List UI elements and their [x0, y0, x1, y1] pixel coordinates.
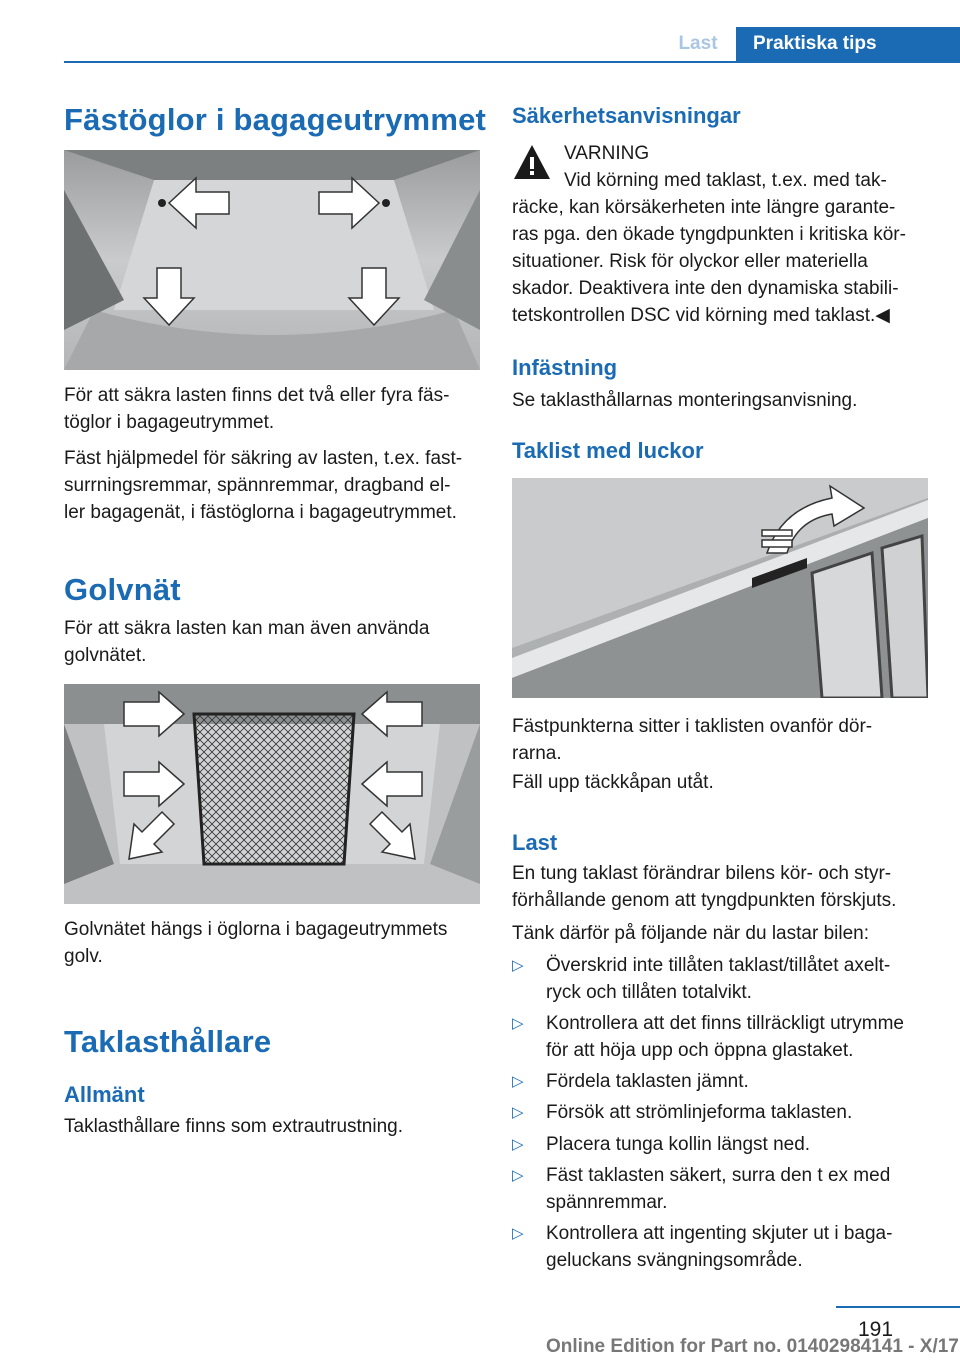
paragraph-golvnat: För att säkra lasten kan man även använda golvnätet. [64, 618, 430, 666]
section-title-golvnat: Golvnät [64, 572, 181, 607]
edition-watermark: Online Edition for Part no. 01402984141 - X/17 [546, 1336, 959, 1357]
section-title-fastoglor: Fästöglor i bagageutrymmet [64, 102, 487, 137]
paragraph-taklist-1: Fästpunkterna sitter i taklisten ovanför dör‐ rarna. [512, 716, 873, 764]
subsection-title-last: Last [512, 830, 558, 855]
tab-last[interactable]: Last [678, 33, 718, 54]
subsection-title-taklist: Taklist med luckor [512, 438, 704, 463]
roof-rail-image [512, 478, 928, 698]
paragraph-infastning: Se taklasthållarnas monteringsanvisning. [512, 390, 858, 411]
floor-net-image [64, 684, 480, 904]
bullet-triangle-icon: ▷ [512, 1073, 524, 1090]
warning-label: VARNING [564, 143, 650, 164]
paragraph-golvnat-2: Golvnätet hängs i öglorna i bagageutrymmets golv. [64, 919, 448, 967]
bullet-triangle-icon: ▷ [512, 1136, 524, 1153]
paragraph-last: En tung taklast förändrar bilens kör- och styr‐ förhållande genom att tyngdpunkten förskjuts. [512, 863, 897, 911]
subsection-title-infastning: Infästning [512, 355, 618, 380]
header-rule [64, 61, 960, 63]
trunk-eyelets-image [64, 150, 480, 370]
subsection-title-sakerhetsanvisningar: Säkerhetsanvisningar [512, 103, 741, 128]
paragraph-fastoglor-2: Fäst hjälpmedel för säkring av lasten, t.ex. fast‐ surrningsremmar, spännremmar, dragband el‐ ler bagagenät, i fästöglorna i bagageutrymmet. [64, 448, 463, 523]
tab-praktiska-tips[interactable]: Praktiska tips [736, 27, 960, 61]
bullet-triangle-icon: ▷ [512, 1104, 524, 1121]
warning-text: Vid körning med taklast, t.ex. med tak‐ räcke, kan körsäkerheten inte längre garante‐ ras pga. den ökade tyngdpunkten i kritiska kör‐ situationer. Risk för olyckor eller materiella skador. Deaktivera inte den dynamiska stabili‐ tetskontrollen DSC vid körning med taklast.◀ [512, 170, 906, 326]
bullet-triangle-icon: ▷ [512, 1225, 524, 1242]
bullet-triangle-icon: ▷ [512, 1015, 524, 1032]
paragraph-taklist-2: Fäll upp täckkåpan utåt. [512, 772, 714, 793]
bullet-triangle-icon: ▷ [512, 1167, 524, 1184]
subsection-title-allmant: Allmänt [64, 1082, 145, 1107]
paragraph-allmant: Taklasthållare finns som extrautrustning. [64, 1116, 403, 1137]
bullet-triangle-icon: ▷ [512, 957, 524, 974]
paragraph-last-2: Tänk därför på följande när du lastar bilen: [512, 923, 869, 944]
paragraph-fastoglor-1: För att säkra lasten finns det två eller fyra fäs‐ töglor i bagageutrymmet. [64, 385, 450, 433]
section-title-taklasthallare: Taklasthållare [64, 1024, 272, 1059]
footer-rule [836, 1306, 960, 1308]
page-number: 191 [858, 1318, 894, 1341]
